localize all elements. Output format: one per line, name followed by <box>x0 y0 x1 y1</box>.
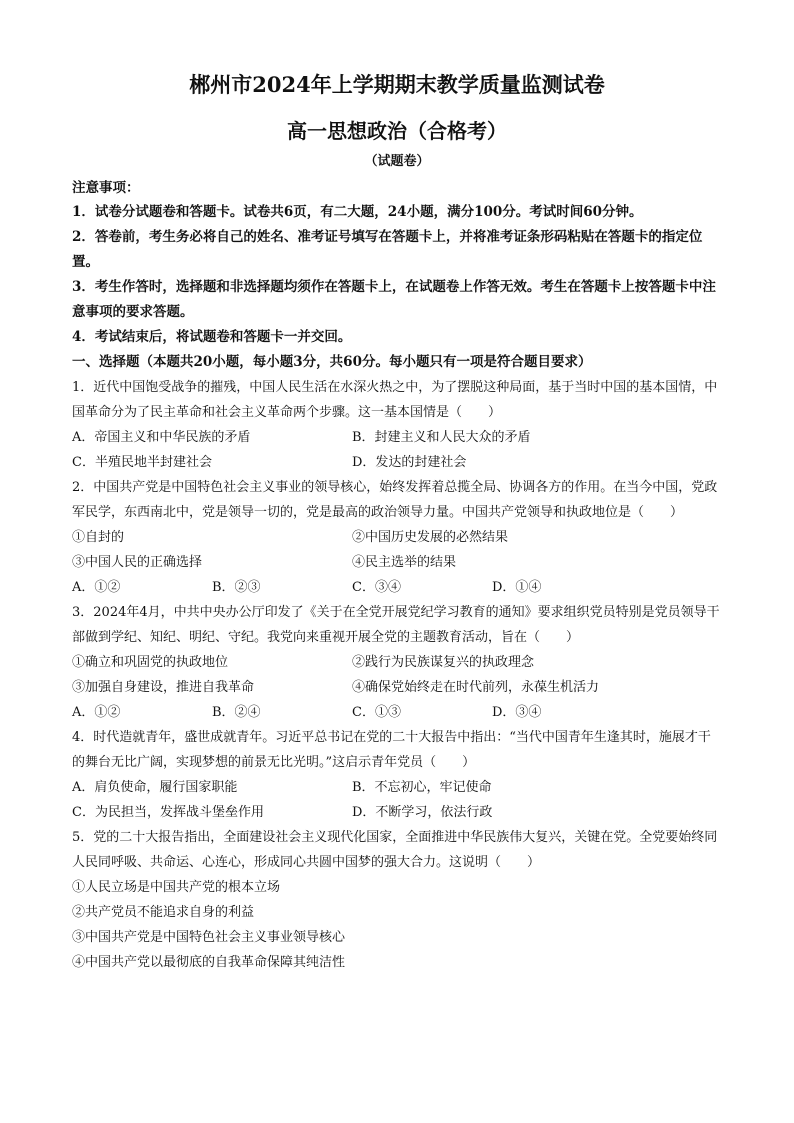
option-a: A．①② <box>72 580 121 595</box>
option-b: B．封建主义和人民大众的矛盾 <box>352 430 531 445</box>
question-stem: 1．近代中国饱受战争的摧残，中国人民生活在水深火热之中，为了摆脱这种局面，基于当时中国的基本国情，中国革命分为了民主革命和社会主义革命两个步骤。这一基本国情是（ ） <box>72 380 718 420</box>
option-b: B．②④ <box>212 705 261 720</box>
statement-2: ②共产党员不能追求自身的利益 <box>72 905 255 920</box>
statement-1: ①自封的 <box>72 530 125 545</box>
question-3 <box>72 600 722 725</box>
statements-row <box>72 525 722 550</box>
statement-1: ①人民立场是中国共产党的根本立场 <box>72 880 281 895</box>
paper-tag: （试题卷） <box>364 154 430 169</box>
note-item: 2．答卷前，考生务必将自己的姓名、准考证号填写在答题卡上，并将准考证条形码粘贴在答题卡的指定位置。 <box>72 229 703 270</box>
question-2 <box>72 475 722 600</box>
option-a: A．肩负使命，履行国家职能 <box>72 780 238 795</box>
statement-4: ④确保党始终走在时代前列，永葆生机活力 <box>352 680 600 695</box>
statement-1: ①确立和巩固党的执政地位 <box>72 655 229 670</box>
note-item: 4．考试结束后，将试题卷和答题卡一并交回。 <box>72 329 352 345</box>
option-d: D．发达的封建社会 <box>352 455 467 470</box>
question-stem: 4．时代造就青年，盛世成就青年。习近平总书记在党的二十大报告中指出：“当代中国青年生逢其时，施展才干的舞台无比广阔，实现梦想的前景无比光明。”这启示青年党员（ ） <box>72 730 711 770</box>
statements-row <box>72 650 722 675</box>
statement-3: ③中国人民的正确选择 <box>72 555 203 570</box>
option-d: D．不断学习，依法行政 <box>352 805 493 820</box>
notes-heading: 注意事项： <box>72 180 140 196</box>
statement-4: ④中国共产党以最彻底的自我革命保障其纯洁性 <box>72 955 346 970</box>
question-stem: 3．2024年4月，中共中央办公厅印发了《关于在全党开展党纪学习教育的通知》要求组织党员特别是党员领导干部做到学纪、知纪、明纪、守纪。我党向来重视开展全党的主题教育活动，旨在（ ） <box>72 605 720 645</box>
options-row <box>72 700 722 725</box>
section-heading: 一、选择题（本题共20小题，每小题3分，共60分。每小题只有一项是符合题目要求） <box>72 354 592 370</box>
option-b: B．②③ <box>212 580 261 595</box>
statements-row <box>72 675 722 700</box>
options-row <box>72 450 722 475</box>
option-c: C．为民担当，发挥战斗堡垒作用 <box>72 805 264 820</box>
statement-3: ③加强自身建设，推进自我革命 <box>72 680 255 695</box>
note-item: 1．试卷分试题卷和答题卡。试卷共6页，有二大题，24小题，满分100分。考试时间60分钟。 <box>72 204 643 220</box>
options-row <box>72 425 722 450</box>
option-d: D．①④ <box>492 580 542 595</box>
statement-2: ②践行为民族谋复兴的执政理念 <box>352 655 535 670</box>
option-d: D．③④ <box>492 705 542 720</box>
question-4 <box>72 725 722 825</box>
option-c: C．①③ <box>352 705 401 720</box>
options-row <box>72 575 722 600</box>
question-1 <box>72 375 722 475</box>
statement-4: ④民主选举的结果 <box>352 555 457 570</box>
statement-2: ②中国历史发展的必然结果 <box>352 530 509 545</box>
question-stem: 5．党的二十大报告指出，全面建设社会主义现代化国家，全面推进中华民族伟大复兴，关键在党。全党要始终同人民同呼吸、共命运、心连心，形成同心共圆中国梦的强大合力。这说明（ ） <box>72 830 718 870</box>
option-c: C．③④ <box>352 580 401 595</box>
exam-title: 郴州市2024年上学期期末教学质量监测试卷 <box>189 72 605 97</box>
option-a: A．①② <box>72 705 121 720</box>
exam-subtitle: 高一思想政治（合格考） <box>287 119 507 143</box>
question-5 <box>72 825 722 975</box>
option-c: C．半殖民地半封建社会 <box>72 455 212 470</box>
statement-3: ③中国共产党是中国特色社会主义事业领导核心 <box>72 930 346 945</box>
question-stem: 2．中国共产党是中国特色社会主义事业的领导核心，始终发挥着总揽全局、协调各方的作用。在当今中国，党政军民学，东西南北中，党是领导一切的，党是最高的政治领导力量。中国共产党领导和执政地位是（ ） <box>72 480 718 520</box>
note-item: 3．考生作答时，选择题和非选择题均须作在答题卡上，在试题卷上作答无效。考生在答题卡上按答题卡中注意事项的要求答题。 <box>72 279 716 320</box>
option-a: A．帝国主义和中华民族的矛盾 <box>72 430 251 445</box>
option-b: B．不忘初心，牢记使命 <box>352 780 492 795</box>
statements-row <box>72 550 722 575</box>
options-row <box>72 775 722 800</box>
options-row <box>72 800 722 825</box>
